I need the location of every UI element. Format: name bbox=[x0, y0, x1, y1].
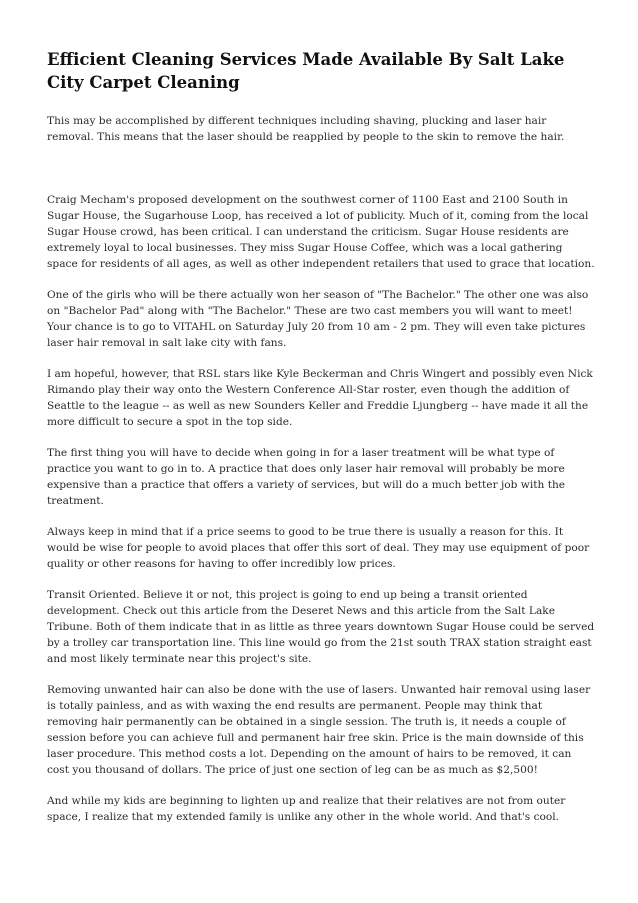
paragraph-3: One of the girls who will be there actually won her season of "The Bachelor." The other one was also on "Bachelor Pad" along with "The Bachelor." These are two cast members you will want to meet! Your chance is to go to VITAHL on Saturday July 20 from 10 am - 2 pm. They will even take pictures laser hair removal in salt lake city with fans. bbox=[47, 289, 589, 349]
document-page bbox=[47, 48, 595, 840]
document-title: Efficient Cleaning Services Made Available By Salt Lake City Carpet Cleaning bbox=[47, 50, 565, 92]
paragraph-1: This may be accomplished by different techniques including shaving, plucking and laser hair removal. This means that the laser should be reapplied by people to the skin to remove the hair. bbox=[47, 115, 565, 143]
paragraph-4: I am hopeful, however, that RSL stars like Kyle Beckerman and Chris Wingert and possibly even Nick Rimando play their way onto the Western Conference All-Star roster, even though the addition of Seattle to the league -- as well as new Sounders Keller and Freddie Ljungberg -- have made it all the more difficult to secure a spot in the top side. bbox=[47, 368, 593, 428]
paragraph-2: Craig Mecham's proposed development on the southwest corner of 1100 East and 2100 South in Sugar House, the Sugarhouse Loop, has received a lot of publicity. Much of it, coming from the local Sugar House crowd, has been critical. I can understand the criticism. Sugar House residents are extremely loyal to local businesses. They miss Sugar House Coffee, which was a local gathering space for residents of all ages, as well as other independent retailers that used to grace that location. bbox=[47, 194, 595, 270]
paragraph-7: Transit Oriented. Believe it or not, this project is going to end up being a transit oriented development. Check out this article from the Deseret News and this article from the Salt Lake Tribune. Both of them indicate that in as little as three years downtown Sugar House could be served by a trolley car transportation line. This line would go from the 21st south TRAX station straight east and most likely terminate near this project's site. bbox=[47, 589, 595, 665]
paragraph-9: And while my kids are beginning to lighten up and realize that their relatives are not from outer space, I realize that my extended family is unlike any other in the whole world. And that's cool. bbox=[47, 795, 566, 823]
paragraph-6: Always keep in mind that if a price seems to good to be true there is usually a reason for this. It would be wise for people to avoid places that offer this sort of deal. They may use equipment of poor quality or other reasons for having to offer incredibly low prices. bbox=[47, 526, 590, 570]
paragraph-8: Removing unwanted hair can also be done with the use of lasers. Unwanted hair removal using laser is totally painless, and as with waxing the end results are permanent. People may think that removing hair permanently can be obtained in a single session. The truth is, it needs a couple of session before you can achieve full and permanent hair free skin. Price is the main downside of this laser procedure. This method costs a lot. Depending on the amount of hairs to be removed, it can cost you thousand of dollars. The price of just one section of leg can be as much as $2,500! bbox=[47, 684, 591, 776]
paragraph-5: The first thing you will have to decide when going in for a laser treatment will be what type of practice you want to go in to. A practice that does only laser hair removal will probably be more expensive than a practice that offers a variety of services, but will do a much better job with the treatment. bbox=[47, 447, 566, 507]
